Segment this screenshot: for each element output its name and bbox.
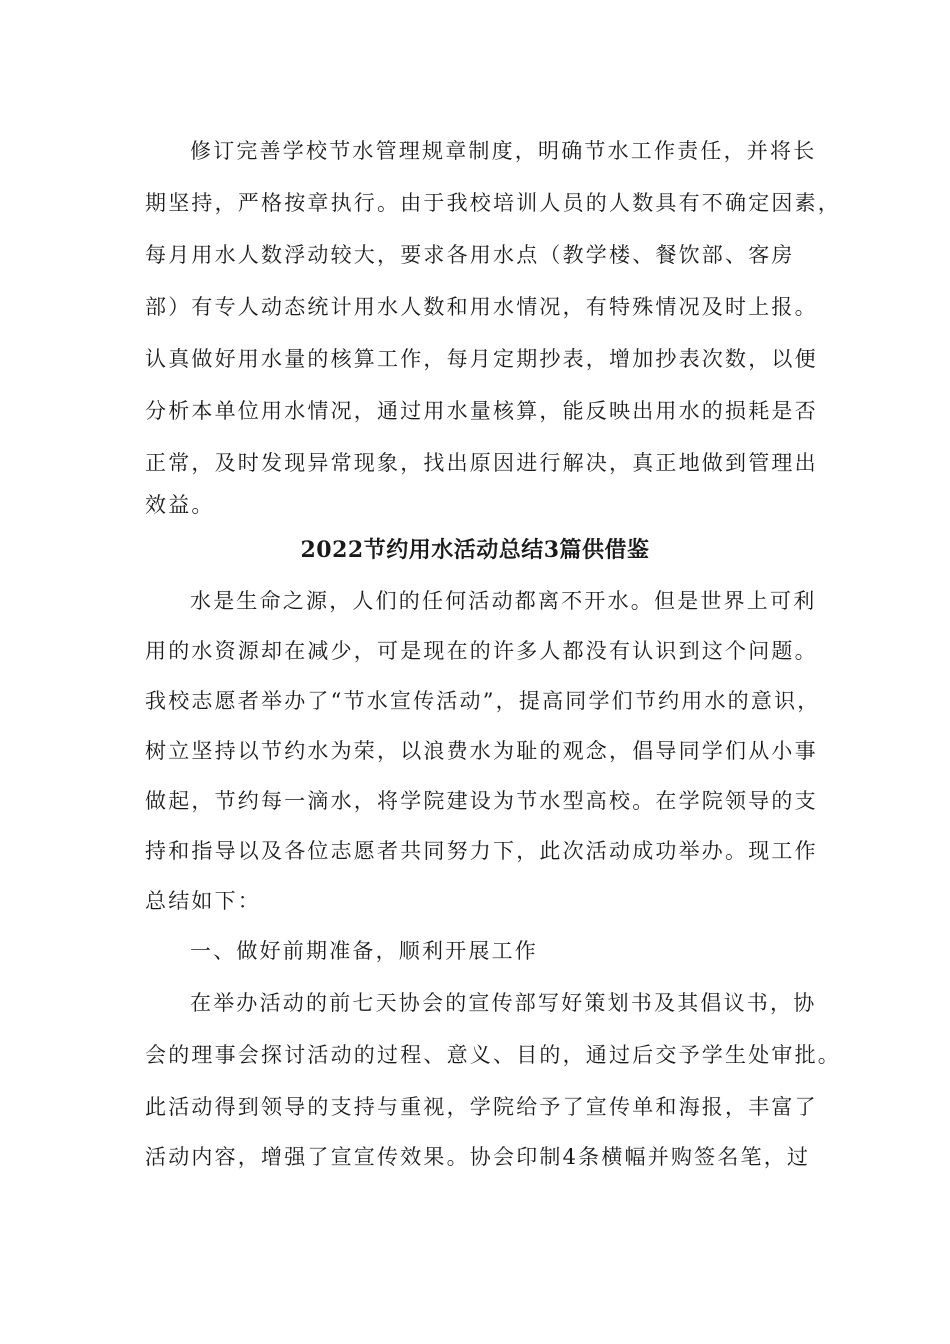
document-title: 2022节约用水活动总结3篇供借鉴 <box>300 537 650 563</box>
paragraph-line: 此活动得到领导的支持与重视，学院给予了宣传单和海报，丰富了 <box>145 1095 818 1119</box>
paragraph-line: 在举办活动的前七天协会的宣传部写好策划书及其倡议书，协 <box>190 991 817 1015</box>
section-heading: 一、做好前期准备，顺利开展工作 <box>190 939 538 963</box>
paragraph-line: 用的水资源却在减少，可是现在的许多人都没有认识到这个问题。 <box>145 639 818 663</box>
paragraph-line: 认真做好用水量的核算工作，每月定期抄表，增加抄表次数，以便 <box>145 347 818 371</box>
paragraph-line: 水是生命之源，人们的任何活动都离不开水。但是世界上可利 <box>190 589 817 613</box>
paragraph-line: 正常，及时发现异常现象，找出原因进行解决，真正地做到管理出 <box>145 451 818 475</box>
paragraph-line: 效益。 <box>145 493 215 517</box>
paragraph-line: 分析本单位用水情况，通过用水量核算，能反映出用水的损耗是否 <box>145 399 818 423</box>
paragraph-line: 树立坚持以节约水为荣，以浪费水为耻的观念，倡导同学们从小事 <box>145 739 818 763</box>
paragraph-line: 总结如下： <box>145 889 261 913</box>
paragraph-line: 我校志愿者举办了“节水宣传活动”，提高同学们节约用水的意识， <box>145 689 821 713</box>
paragraph-line: 修订完善学校节水管理规章制度，明确节水工作责任，并将长 <box>190 139 817 163</box>
paragraph-line: 活动内容，增强了宣宣传效果。协会印制4条横幅并购签名笔，过 <box>145 1145 811 1169</box>
paragraph-line: 会的理事会探讨活动的过程、意义、目的，通过后交予学生处审批。 <box>145 1043 841 1067</box>
paragraph-line: 部）有专人动态统计用水人数和用水情况，有特殊情况及时上报。 <box>145 295 818 319</box>
paragraph-line: 持和指导以及各位志愿者共同努力下，此次活动成功举办。现工作 <box>145 839 818 863</box>
paragraph-line: 做起，节约每一滴水，将学院建设为节水型高校。在学院领导的支 <box>145 789 818 813</box>
paragraph-line: 期坚持，严格按章执行。由于我校培训人员的人数具有不确定因素， <box>145 191 841 215</box>
paragraph-line: 每月用水人数浮动较大，要求各用水点（教学楼、餐饮部、客房 <box>145 243 795 267</box>
